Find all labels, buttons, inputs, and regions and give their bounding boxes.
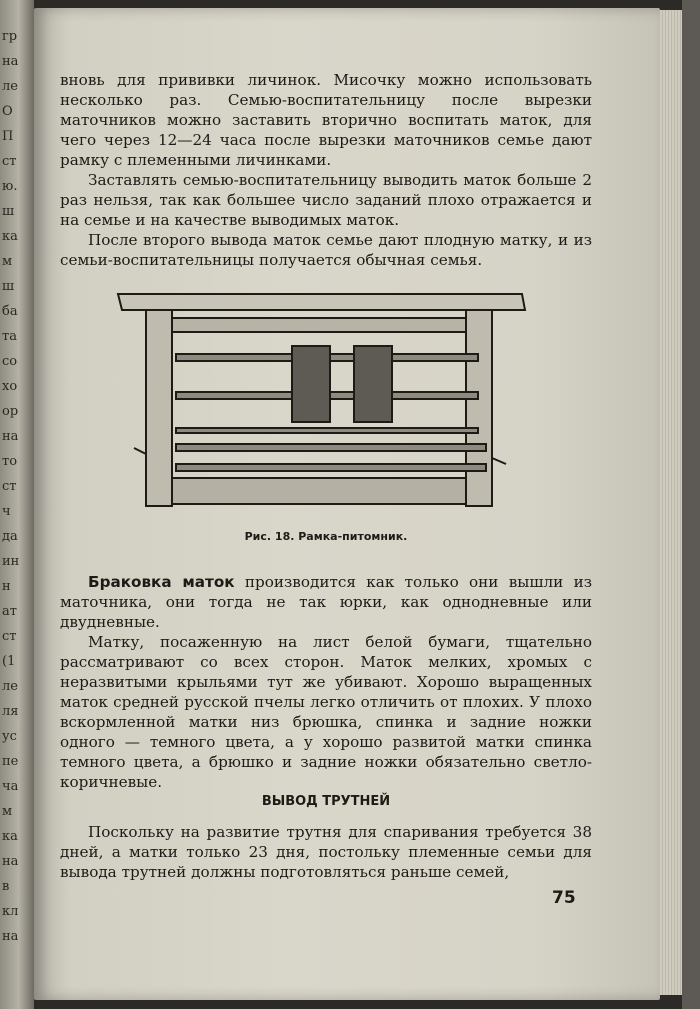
previous-page-fragment: м (2, 254, 13, 269)
previous-page-fragment: ю. (2, 179, 18, 194)
book-cover (682, 0, 700, 1009)
section-heading: ВЫВОД ТРУТНЕЙ (261, 794, 391, 809)
previous-page-fragment: ст (2, 479, 17, 494)
previous-page-fragment: (1 (2, 654, 16, 669)
previous-page-fragment: ст (2, 154, 17, 169)
culling-text: производится как только они вышли из маточника, они тогда не так юрки, как однодневные или двудневные. (60, 573, 592, 631)
paragraph-inspection: Матку, посаженную на лист белой бумаги, тщательно рассматривают со всех сторон. Маток мелких, хромых с неразвитыми крыльями тут же убивают. Хорошо выращенных маток средней русской пчелы легко отличить от плохих. У плохо вскормленной матки низ брюшка, спинка и задние ножки одного — темного цвета, а у хорошо развитой матки спинка темного цвета, а брюшко и задние ножки обязательно светло-коричневые. (60, 633, 592, 791)
previous-page-fragment: ч (2, 504, 11, 519)
previous-page-fragment: ш (2, 204, 15, 219)
previous-page-fragment: ст (2, 629, 17, 644)
page-stack-edge (660, 10, 682, 995)
previous-page-fragment: ус (2, 729, 17, 744)
figure-caption: Рис. 18. Рамка-питомник. (244, 530, 408, 543)
culling-term: Браковка маток (88, 573, 235, 591)
previous-page-fragment: та (2, 329, 17, 344)
previous-page-fragment: ат (2, 604, 17, 619)
previous-page-fragment: в (2, 879, 10, 894)
previous-page-fragment: пе (2, 754, 19, 769)
previous-page-fragment: хо (2, 379, 18, 394)
previous-page-fragment: ка (2, 229, 18, 244)
paragraph-limit: Заставлять семью-воспитательницу выводить маток больше 2 раз нельзя, так как большее число заданий плохо отражается и на семье и на качестве выводимых маток. (60, 171, 592, 229)
previous-page-fragment: на (2, 929, 19, 944)
previous-page-fragment: ш (2, 279, 15, 294)
previous-page-fragment: ор (2, 404, 19, 419)
previous-page-fragment: на (2, 54, 19, 69)
previous-page-fragment: ле (2, 679, 18, 694)
previous-page-fragment: П (2, 129, 14, 144)
previous-page-fragment: со (2, 354, 18, 369)
previous-page-fragment: О (2, 104, 13, 119)
previous-page-fragment: ба (2, 304, 18, 319)
previous-page-fragment: гр (2, 29, 18, 44)
previous-page-fragment: ин (2, 554, 20, 569)
previous-page-fragment: на (2, 854, 19, 869)
paragraph-continuation: вновь для прививки личинок. Мисочку можно использовать несколько раз. Семью-воспитательницу после вырезки маточников можно заставить вторично воспитать маток, для чего через 12—24 часа после вырезки маточников семье дают рамку с племенными личинками. (60, 71, 592, 169)
previous-page-fragment: ка (2, 829, 18, 844)
previous-page-fragment: на (2, 429, 19, 444)
page-number: 75 (552, 888, 576, 908)
previous-page-fragment: ча (2, 779, 19, 794)
previous-page-fragment: н (2, 579, 11, 594)
paragraph-drones: Поскольку на развитие трутня для спаривания требуется 38 дней, а матки только 23 дня, постольку племенные семьи для вывода трутней должны подготовляться раньше семей, (60, 823, 592, 881)
previous-page-edge (0, 0, 34, 1009)
previous-page-fragment: да (2, 529, 18, 544)
previous-page-fragment: то (2, 454, 18, 469)
frame-nursery-illustration (110, 288, 530, 520)
paragraph-culling (60, 572, 592, 632)
previous-page-fragment: м (2, 804, 13, 819)
previous-page-fragment: ля (2, 704, 19, 719)
previous-page-fragment: кл (2, 904, 19, 919)
paragraph-second-output: После второго вывода маток семье дают плодную матку, и из семьи-воспитательницы получается обычная семья. (60, 231, 592, 269)
previous-page-fragment: ле (2, 79, 18, 94)
